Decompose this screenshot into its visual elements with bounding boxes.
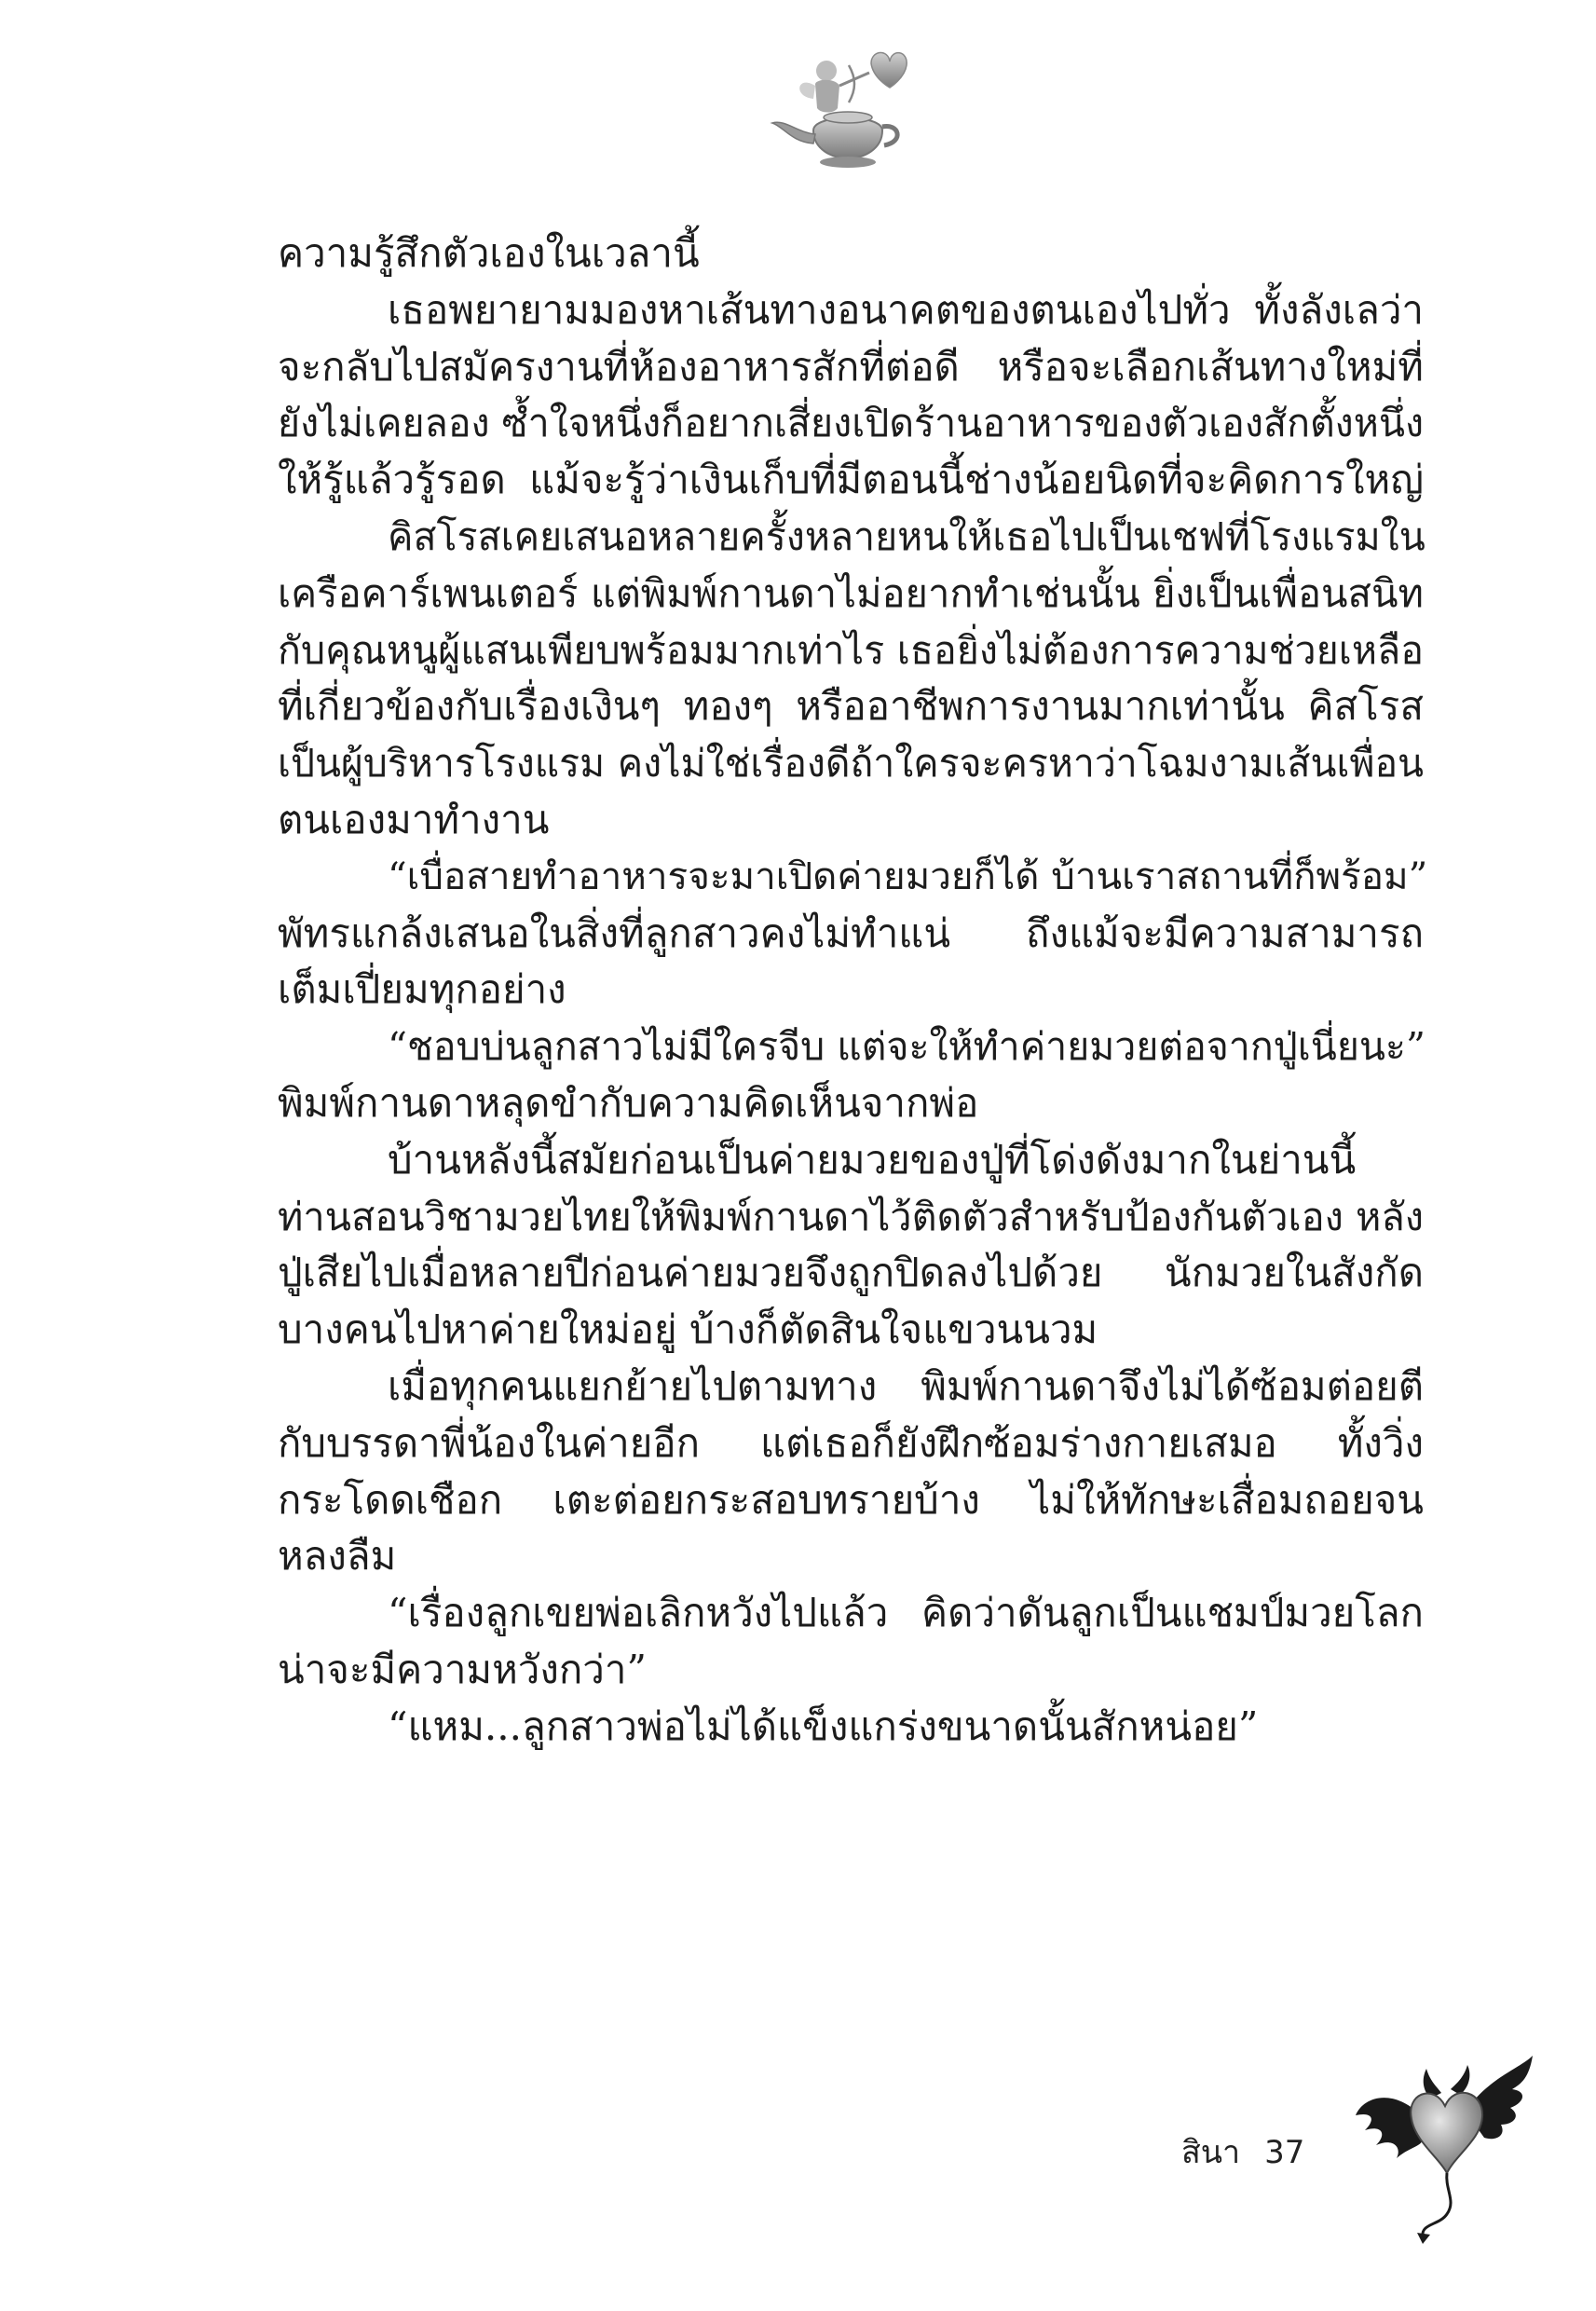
cupid-teapot-icon — [759, 37, 936, 177]
text-line: ท่านสอนวิชามวยไทยให้พิมพ์กานดาไว้ติดตัวสำหรับป้องกันตัวเอง หลัง — [278, 1193, 1425, 1239]
page-footer — [1181, 2126, 1304, 2177]
text-line: พิมพ์กานดาหลุดขำกับความคิดเห็นจากพ่อ — [278, 1079, 979, 1126]
text-line: เป็นผู้บริหารโรงแรม คงไม่ใช่เรื่องดีถ้าใครจะครหาว่าโฉมงามเส้นเพื่อน — [278, 741, 1424, 786]
text-line: ที่เกี่ยวข้องกับเรื่องเงินๆ ทองๆ หรืออาชีพการงานมากเท่านั้น คิสโรส — [278, 683, 1424, 730]
text-line: น่าจะมีความหวังกว่า” — [278, 1646, 647, 1692]
text-line: บางคนไปหาค่ายใหม่อยู่ บ้างก็ตัดสินใจแขวนนวม — [278, 1306, 1098, 1353]
text-line: คิสโรสเคยเสนอหลายครั้งหลายหนให้เธอไปเป็นเชฟที่โรงแรมใน — [388, 513, 1425, 559]
text-line: “ชอบบ่นลูกสาวไม่มีใครจีบ แต่จะให้ทำค่ายมวยต่อจากปู่เนี่ยนะ” — [388, 1024, 1425, 1070]
text-line: จะกลับไปสมัครงานที่ห้องอาหารสักที่ต่อดี หรือจะเลือกเส้นทางใหม่ที่ — [278, 343, 1424, 390]
text-line: พัทรแกล้งเสนอในสิ่งที่ลูกสาวคงไม่ทำแน่ ถึงแม้จะมีความสามารถ — [278, 909, 1424, 956]
text-line: เต็มเปี่ยมทุกอย่าง — [278, 966, 566, 1013]
text-line: หลงลืม — [278, 1533, 397, 1579]
text-line: “เรื่องลูกเขยพ่อเลิกหวังไปแล้ว คิดว่าดันลูกเป็นแชมป์มวยโลก — [388, 1590, 1424, 1636]
text-line: บ้านหลังนี้สมัยก่อนเป็นค่ายมวยของปู่ที่โด่งดังมากในย่านนี้ — [388, 1136, 1357, 1183]
text-line: เมื่อทุกคนแยกย้ายไปตามทาง พิมพ์กานดาจึงไม่ได้ซ้อมต่อยตี — [388, 1362, 1424, 1409]
text-line: ปู่เสียไปเมื่อหลายปีก่อนค่ายมวยจึงถูกปิดลงไปด้วย นักมวยในสังกัด — [278, 1250, 1424, 1296]
text-line: กับบรรดาพี่น้องในค่ายอีก แต่เธอก็ยังฝึกซ้อมร่างกายเสมอ ทั้งวิ่ง — [278, 1419, 1424, 1466]
text-line: เครือคาร์เพนเตอร์ แต่พิมพ์กานดาไม่อยากทำเช่นนั้น ยิ่งเป็นเพื่อนสนิท — [278, 569, 1424, 616]
text-line: “แหม...ลูกสาวพ่อไม่ได้แข็งแกร่งขนาดนั้นสักหน่อย” — [388, 1702, 1259, 1749]
author-name: สินา — [1181, 2134, 1241, 2171]
text-line: กระโดดเชือก เตะต่อยกระสอบทรายบ้าง ไม่ให้ทักษะเสื่อมถอยจน — [278, 1476, 1424, 1523]
text-line: เธอพยายามมองหาเส้นทางอนาคตของตนเองไปทั่ว ทั้งลังเลว่า — [388, 286, 1424, 333]
text-line: ความรู้สึกตัวเองในเวลานี้ — [278, 230, 700, 276]
page-number: 37 — [1264, 2134, 1305, 2171]
text-line: ตนเองมาทำงาน — [278, 796, 550, 842]
text-line: ยังไม่เคยลอง ซ้ำใจหนึ่งก็อยากเสี่ยงเปิดร้านอาหารของตัวเองสักตั้งหนึ่ง — [278, 401, 1425, 446]
text-line: ให้รู้แล้วรู้รอด แม้จะรู้ว่าเงินเก็บที่มีตอนนี้ช่างน้อยนิดที่จะคิดการใหญ่ — [278, 457, 1424, 503]
text-line: กับคุณหนูผู้แสนเพียบพร้อมมากเท่าไร เธอยิ่งไม่ต้องการความช่วยเหลือ — [278, 627, 1424, 673]
text-line: “เบื่อสายทำอาหารจะมาเปิดค่ายมวยก็ได้ บ้านเราสถานที่ก็พร้อม” — [388, 854, 1428, 898]
body-text — [278, 226, 1428, 1756]
winged-devil-heart-icon — [1356, 2050, 1533, 2255]
